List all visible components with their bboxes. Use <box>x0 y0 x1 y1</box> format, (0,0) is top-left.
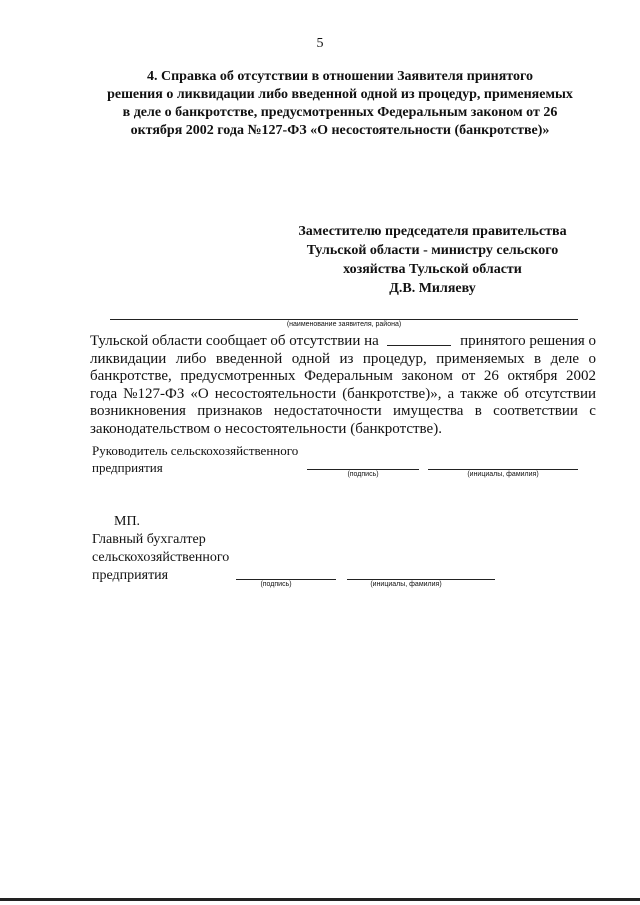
body-text-after-blank: принятого решения о <box>460 333 596 349</box>
addressee-line: Д.В. Миляеву <box>389 281 476 296</box>
body-text-before-blank: Тульской области сообщает об отсутствии на <box>90 333 379 349</box>
head-signature-caption: (подпись) <box>347 471 379 478</box>
head-signer-title <box>92 442 298 476</box>
signer-title-line: предприятия <box>92 568 169 583</box>
addressee-line: Заместителю председателя правительства <box>298 224 567 239</box>
page-number: 5 <box>316 36 324 51</box>
accountant-name-caption: (инициалы, фамилия) <box>370 581 442 588</box>
body-line <box>90 333 596 351</box>
body-line: возникновения признаков недостаточности имущества в соответствии с <box>90 403 596 420</box>
section-title-line: 4. Справка об отсутствии в отношении Заявителя принятого <box>146 69 534 84</box>
section-title-line: октября 2002 года №127-ФЗ «О несостоятельности (банкротстве)» <box>130 123 550 138</box>
accountant-signature-caption: (подпись) <box>260 581 292 588</box>
body-paragraph <box>90 333 596 439</box>
addressee-line: Тульской области - министру сельского <box>306 243 559 258</box>
addressee-block <box>280 222 585 298</box>
body-line: года №127-ФЗ «О несостоятельности (банкротстве)», а также об отсутствии <box>90 385 596 402</box>
head-name-caption: (инициалы, фамилия) <box>467 471 539 478</box>
addressee-line: хозяйства Тульской области <box>343 262 522 277</box>
body-line: ликвидации либо введенной одной из процедур, применяемых в деле о <box>90 350 596 367</box>
section-title <box>100 68 580 140</box>
accountant-signer-title <box>92 513 229 585</box>
stamp-mark: МП. <box>114 514 141 529</box>
signer-title-line: Руководитель сельскохозяйственного <box>92 443 299 458</box>
body-line: законодательством о несостоятельности (банкротстве). <box>90 420 442 437</box>
signer-title-line: Главный бухгалтер <box>92 532 206 547</box>
signer-title-line: сельскохозяйственного <box>92 550 230 565</box>
section-title-line: решения о ликвидации либо введенной одной из процедур, применяемых <box>107 87 573 102</box>
date-blank <box>387 333 451 346</box>
signer-title-line: предприятия <box>92 460 163 475</box>
body-line: банкротстве, предусмотренных Федеральным законом от 26 октября 2002 <box>90 368 596 385</box>
applicant-name-caption: (наименование заявителя, района) <box>286 321 402 328</box>
bottom-scan-edge <box>0 898 640 901</box>
section-title-line: в деле о банкротстве, предусмотренных Федеральным законом от 26 <box>122 105 558 120</box>
